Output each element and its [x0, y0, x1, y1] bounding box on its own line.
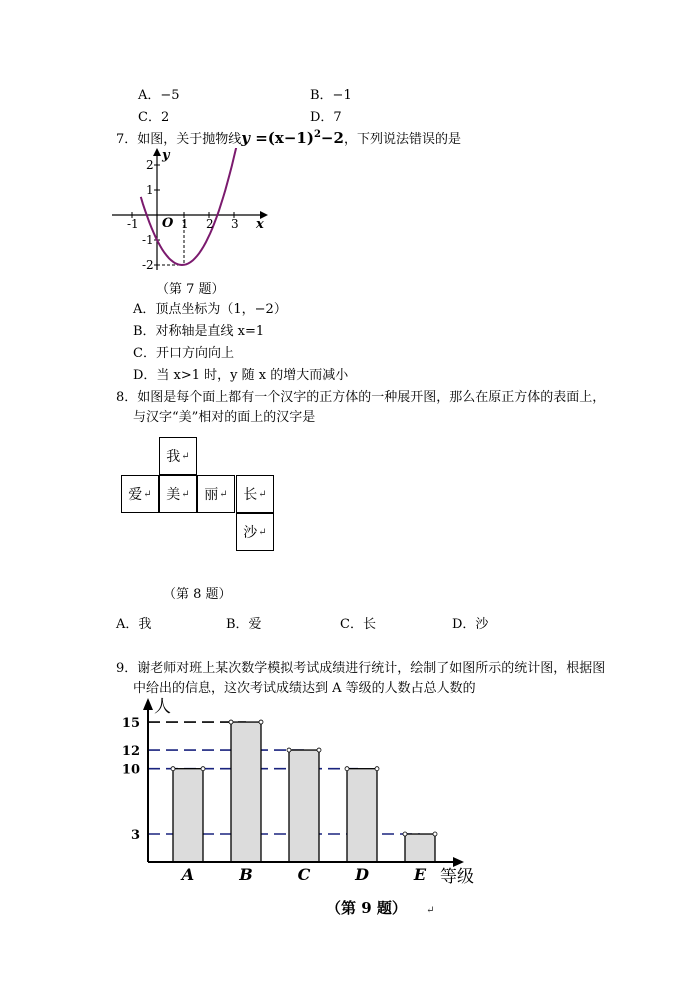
q9-caption: （第 9 题） ↵ [326, 899, 435, 917]
net-face-1: 爱 ↵ [121, 475, 159, 513]
q6-option-d: D．7 [310, 110, 342, 125]
q9-bar-C [289, 750, 319, 862]
q8-option-b: B．爱 [226, 617, 262, 632]
q9-category-E: E [413, 865, 427, 884]
net-face-2: 美 ↵ [159, 475, 197, 513]
q9-x-label: 等级 [440, 867, 474, 887]
q7-formula: $=(x-1)^2-2$ [250, 129, 344, 147]
q6-option-a: A．−5 [138, 88, 180, 103]
q7-stem-after: ，下列说法错误的是 [343, 132, 461, 147]
q7-parabola-figure [110, 148, 270, 273]
q9-stem-line2: 中给出的信息，这次考试成绩达到 A 等级的人数占总人数的 [133, 681, 476, 696]
q9-bar-E [405, 834, 435, 862]
net-face-top: 我 ↵ [159, 437, 197, 475]
q7-xtick-2: 2 [206, 217, 214, 231]
q9-ytick-15: 15 [121, 716, 140, 732]
q7-formula-lead: y [241, 129, 251, 147]
q7-xtick-1: 1 [181, 217, 189, 231]
q7-ytick-neg2: -2 [142, 258, 154, 272]
q7-stem [116, 128, 461, 147]
q7-number: 7． [116, 132, 138, 147]
q9-bar-corner-E-1 [433, 832, 437, 836]
q7-xtick-neg1: -1 [127, 217, 139, 231]
q9-bar-D [347, 769, 377, 862]
q8-option-c: C．长 [340, 617, 376, 632]
q9-bar-corner-B-0 [229, 720, 233, 724]
q7-option-c: C．开口方向向上 [133, 346, 234, 361]
return-mark: ↵ [426, 905, 435, 916]
q6-option-b: B．−1 [310, 88, 352, 103]
q7-stem-before: 如图，关于抛物线 [137, 132, 242, 147]
q9-bar-corner-D-0 [345, 767, 349, 771]
q9-bar-corner-E-0 [403, 832, 407, 836]
q9-bar-corner-A-1 [201, 767, 205, 771]
q9-y-arrow [143, 698, 153, 710]
q7-option-d: D．当 x>1 时，y 随 x 的增大而减小 [133, 368, 349, 383]
q9-bar-corner-D-1 [375, 767, 379, 771]
q9-bar-corner-C-0 [287, 748, 291, 752]
net-face-3: 丽 ↵ [197, 475, 235, 513]
q8-stem-line1: 8．如图是每个面上都有一个汉字的正方体的一种展开图，那么在原正方体的表面上， [116, 390, 606, 405]
q8-option-d: D．沙 [452, 617, 489, 632]
net-face-4: 长 ↵ [236, 475, 274, 513]
q9-category-A: A [181, 865, 195, 884]
q7-ytick-neg1: -1 [142, 233, 154, 247]
q9-bar-corner-B-1 [259, 720, 263, 724]
q7-option-a: A．顶点坐标为（1，−2） [133, 302, 287, 317]
q7-y-arrow [153, 148, 161, 156]
q9-category-C: C [297, 865, 311, 884]
q9-bar-corner-C-1 [317, 748, 321, 752]
q7-caption: （第 7 题） [156, 282, 225, 297]
q9-bar-corner-A-0 [171, 767, 175, 771]
q8-stem-line2: 与汉字“美”相对的面上的汉字是 [133, 410, 316, 425]
net-face-bottom: 沙 ↵ [236, 513, 274, 551]
q7-y-label: y [162, 148, 170, 163]
q7-origin-label: O [162, 216, 174, 231]
q9-y-label: 人 [154, 697, 171, 717]
q7-ytick-1: 1 [146, 183, 154, 197]
q9-ytick-12: 12 [121, 744, 140, 760]
q9-bar-A [173, 769, 203, 862]
q7-option-b: B．对称轴是直线 x=1 [133, 324, 265, 339]
q6-option-c: C．2 [138, 110, 170, 125]
q8-option-a: A．我 [116, 617, 152, 632]
q8-caption: （第 8 题） [163, 587, 232, 602]
q7-xtick-3: 3 [231, 217, 239, 231]
q9-ytick-3: 3 [130, 828, 140, 844]
q9-stem-line1: 9．谢老师对班上某次数学模拟考试成绩进行统计，绘制了如图所示的统计图，根据图 [116, 661, 606, 676]
q9-bar-B [231, 722, 261, 862]
q9-ytick-10: 10 [121, 762, 140, 778]
q7-x-label: x [256, 217, 264, 232]
q7-parabola-curve [141, 148, 270, 265]
q9-bar-chart [110, 692, 490, 892]
q7-ytick-2: 2 [146, 158, 154, 172]
q9-category-D: D [355, 865, 369, 884]
q9-x-arrow [453, 857, 464, 867]
q9-category-B: B [239, 865, 253, 884]
